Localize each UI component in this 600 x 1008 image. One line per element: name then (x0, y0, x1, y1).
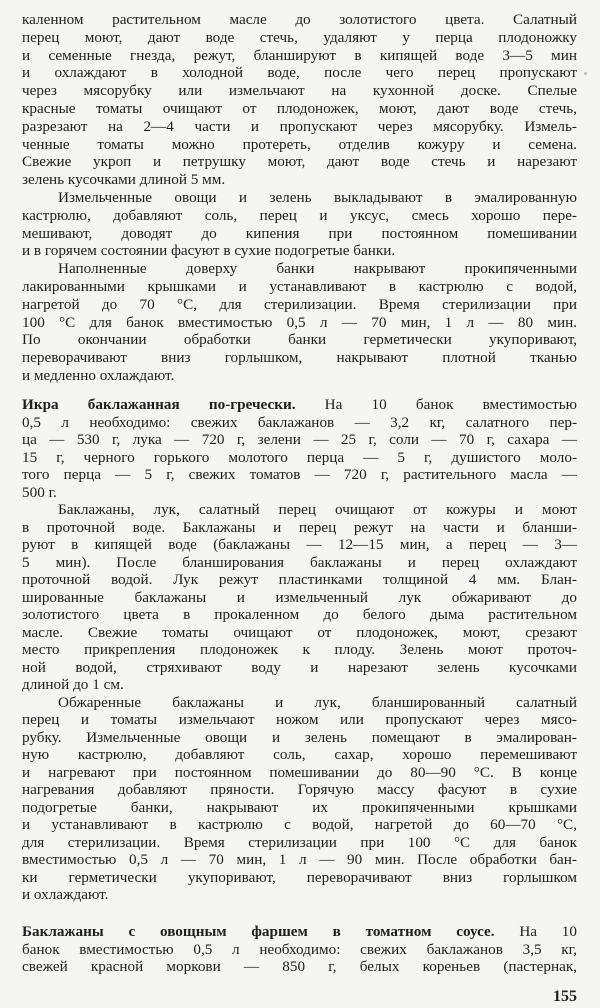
line-text: нагревания добавляют пряности. Горячую массу фасуют в сухие (22, 781, 577, 798)
line-text: проточной водой. Лук режут пластинками толщиной 4 мм. Блан- (22, 571, 577, 588)
text-line (22, 501, 577, 519)
text-line (22, 367, 577, 385)
text-line (22, 100, 577, 118)
line-text: вместимостью 0,5 л — 70 мин, 1 л — 90 мин. После обработки бан- (22, 851, 577, 868)
text-line (22, 349, 577, 367)
line-text: в проточной воде. Баклажаны и перец режут на части и бланши- (22, 518, 577, 536)
line-text: Наполненные доверху банки накрывают прокипяченными (58, 260, 577, 278)
text-line (22, 711, 577, 729)
line-text: банок вместимостью 0,5 л необходимо: свежих баклажанов 3,5 кг, (22, 940, 577, 958)
paragraph (22, 189, 577, 260)
text-line (22, 958, 577, 976)
line-text: зелень кусочками длиной 5 мм. (22, 171, 226, 189)
text-line (22, 886, 577, 904)
text-line (22, 82, 577, 100)
line-text: нагретой до 70 °С, для стерилизации. Время стерилизации при (22, 295, 577, 313)
text-line (22, 781, 577, 799)
text-line (22, 799, 577, 817)
text-line (22, 676, 577, 694)
line-text: 100 °С для банок вместимостью 0,5 л — 70 мин, 1 л — 80 мин. (22, 313, 577, 331)
line-text: Измельченные овощи и зелень выкладывают в эмалированную (58, 188, 577, 206)
text-line (22, 153, 577, 171)
line-text: ную кастрюлю, добавляют соль, сахар, хорошо перемешивают (22, 746, 577, 763)
line-text: 0,5 л необходимо: свежих баклажанов — 3,2 кг, салатного пер- (22, 413, 577, 431)
scan-speck (584, 72, 587, 75)
line-text: По окончании обработки банки герметически укупоривают, (22, 331, 577, 349)
line-text: мешивают, доводят до кипения при постоянном помешивании (22, 224, 577, 242)
text-line (22, 606, 577, 624)
paragraph (22, 923, 577, 976)
line-text: Свежие укроп и петрушку моют, дают воде стечь и нарезают (22, 153, 577, 171)
line-text: Обжаренные баклажаны и лук, бланшированный салатный (58, 693, 577, 711)
text-line (22, 207, 577, 225)
text-line (22, 624, 577, 642)
text-line (22, 941, 577, 959)
line-text: каленном растительном масле до золотистого цвета. Салатный (22, 11, 577, 28)
line-text: рубку. Измельченные овощи и зелень помещают в эмалирован- (22, 728, 577, 746)
text-line (22, 189, 577, 207)
line-text: длиной до 1 см. (22, 676, 124, 693)
line-text: ки герметически укупоривают, переворачивают вниз горлышком (22, 868, 577, 886)
text-line (22, 659, 577, 677)
line-text: Баклажаны, лук, салатный перец очищают от кожуры и моют (58, 501, 577, 518)
recipe-title: Икра баклажанная по-гречески. (22, 396, 296, 413)
text-line (22, 47, 577, 65)
line-text: свежей красной моркови — 850 г, белых кореньев (пастернак, (22, 958, 577, 976)
text-line (22, 414, 577, 432)
line-text: 5 мин). После бланширования баклажаны и перец охлаждают (22, 553, 577, 571)
line-text: и в горячем состоянии фасуют в сухие подогретые банки. (22, 242, 396, 260)
paragraph (22, 694, 577, 904)
line-text: место прикрепления плодоножек к плоду. Зелень моют проточ- (22, 641, 577, 658)
line-text: На 10 банок вместимостью (295, 396, 577, 413)
line-text: через мясорубку или измельчают на кухонной доске. Спелые (22, 82, 577, 100)
text-line (22, 869, 577, 887)
text-line (22, 571, 577, 589)
text-line (22, 641, 577, 659)
text-line (22, 242, 577, 260)
recipe-title: Баклажаны с овощным фаршем в томатном соусе. (22, 923, 495, 940)
line-text: для стерилизации. Время стерилизации при 100 °С для банок (22, 833, 577, 851)
line-text: масле. Свежие томаты очищают от плодоножек, моют, срезают (22, 623, 577, 641)
paragraph (22, 260, 577, 385)
line-text: ченные томаты можно протереть, отделив кожуру и семена. (22, 135, 577, 153)
line-text: и медленно охлаждают. (22, 366, 175, 384)
text-line (22, 851, 577, 869)
line-text: того перца — 5 г, свежих томатов — 720 г, растительного масла — (22, 466, 577, 483)
paragraph (22, 396, 577, 501)
line-text: шированные баклажаны и измельченный лук обжаривают до (22, 588, 577, 606)
text-line (22, 466, 577, 484)
text-line (22, 694, 577, 712)
text-line (22, 118, 577, 136)
line-text: красные томаты очищают от плодоножек, моют, дают воде стечь, (22, 99, 577, 117)
text-line (22, 64, 577, 82)
text-line (22, 136, 577, 154)
line-text: На 10 (494, 923, 577, 940)
text-line (22, 554, 577, 572)
text-line (22, 834, 577, 852)
line-text: лакированными крышками и устанавливают в кастрюлю с водой, (22, 277, 577, 295)
text-line (22, 589, 577, 607)
line-text: и нагревают при постоянном помешивании до 80—90 °С. В конце (22, 763, 577, 781)
line-text: 15 г, черного горького молотого перца — 5 г, душистого моло- (22, 448, 577, 466)
line-text: и устанавливают в кастрюлю с водой, нагретой до 60—70 °С, (22, 816, 577, 833)
text-line (22, 816, 577, 834)
text-line (22, 331, 577, 349)
line-text: кастрюлю, добавляют соль, перец и уксус, смесь хорошо пере- (22, 206, 577, 224)
text-line (22, 449, 577, 467)
line-text: и охлаждают. (22, 886, 109, 903)
line-text: переворачивают вниз горлышком, накрывают плотной тканью (22, 349, 577, 367)
text-line (22, 29, 577, 47)
text-block-1 (22, 11, 577, 385)
line-text: перец и томаты измельчают ножом или пропускают через мясо- (22, 711, 577, 728)
text-line (22, 729, 577, 747)
line-text: и охлаждают в холодной воде, после чего перец пропускают (22, 64, 577, 82)
line-text: и семенные гнезда, режут, бланшируют в кипящей воде 3—5 мин (22, 46, 577, 64)
text-line (22, 296, 577, 314)
text-line (22, 519, 577, 537)
line-text: 500 г. (22, 483, 57, 501)
text-line (22, 225, 577, 243)
text-line (22, 431, 577, 449)
text-line (22, 764, 577, 782)
text-line (22, 536, 577, 554)
line-text: перец моют, дают воде стечь, удаляют у перца плодоножку (22, 28, 577, 46)
text-line (22, 314, 577, 332)
line-text: золотистого цвета в прокаленном до белого дыма растительном (22, 606, 577, 623)
paragraph (22, 11, 577, 189)
line-text: подогретые банки, накрывают их прокипяченными крышками (22, 798, 577, 816)
paragraph (22, 501, 577, 694)
text-line (22, 746, 577, 764)
line-text: разрезают на 2—4 части и пропускают через мясорубку. Измель- (22, 117, 577, 135)
text-line (22, 11, 577, 29)
recipe-stuffed-eggplant-tomato-sauce (22, 923, 577, 976)
text-line (22, 396, 577, 414)
text-line (22, 260, 577, 278)
line-text: руют в кипящей воде (баклажаны — 12—15 мин, а перец — 3— (22, 536, 577, 553)
text-line (22, 484, 577, 502)
line-text: ной водой, стряхивают воду и нарезают зелень кусочками (22, 658, 577, 676)
page-number: 155 (553, 988, 577, 1005)
text-line (22, 278, 577, 296)
text-line (22, 923, 577, 941)
text-line (22, 171, 577, 189)
recipe-eggplant-caviar-greek (22, 396, 577, 904)
line-text: ца — 530 г, лука — 720 г, зелени — 25 г, соли — 70 г, сахара — (22, 431, 577, 448)
